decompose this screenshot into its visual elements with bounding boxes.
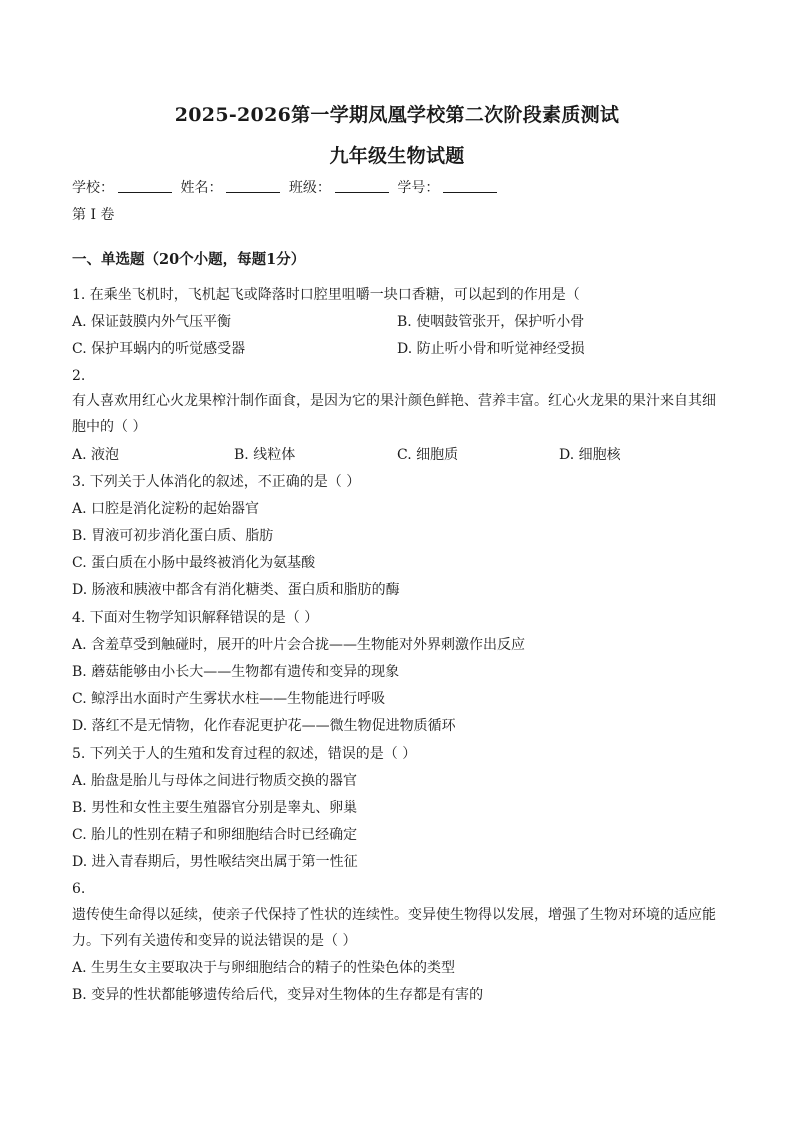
class-blank[interactable] <box>335 178 389 193</box>
section-heading: 一、单选题（20个小题，每题1分） <box>72 251 306 268</box>
question-6-option-a: A. 生男生女主要取决于与卵细胞结合的精子的性染色体的类型 <box>72 960 456 976</box>
question-4-option-a: A. 含羞草受到触碰时，展开的叶片会合拢——生物能对外界刺激作出反应 <box>72 637 526 653</box>
question-6-stem-line2: 力。下列有关遗传和变异的说法错误的是（ ） <box>72 933 357 949</box>
school-label: 学校： <box>72 180 114 196</box>
question-3-option-c: C. 蛋白质在小肠中最终被消化为氨基酸 <box>72 555 316 571</box>
question-1-option-a: A. 保证鼓膜内外气压平衡 <box>72 314 232 330</box>
question-6-option-b: B. 变异的性状都能够遗传给后代，变异对生物体的生存都是有害的 <box>72 987 484 1003</box>
question-4-option-c: C. 鲸浮出水面时产生雾状水柱——生物能进行呼吸 <box>72 691 386 707</box>
question-2-number: 2. <box>72 368 86 384</box>
question-5-option-a: A. 胎盘是胎儿与母体之间进行物质交换的器官 <box>72 773 358 789</box>
question-6-number: 6. <box>72 881 86 897</box>
class-label: 班级： <box>288 180 331 196</box>
question-5-option-b: B. 男性和女性主要生殖器官分别是睾丸、卵巢 <box>72 800 358 816</box>
exam-subtitle: 九年级生物试题 <box>329 145 465 167</box>
school-blank[interactable] <box>118 178 172 193</box>
question-2-stem-line2: 胞中的（ ） <box>72 419 147 435</box>
question-3-option-d: D. 肠液和胰液中都含有消化糖类、蛋白质和脂肪的酶 <box>72 582 400 598</box>
exam-title: 2025-2026第一学期凤凰学校第二次阶段素质测试 <box>174 104 620 126</box>
question-2-option-b: B. 线粒体 <box>234 447 296 463</box>
question-5-option-d: D. 进入青春期后，男性喉结突出属于第一性征 <box>72 854 358 870</box>
question-5-stem: 5. 下列关于人的生殖和发育过程的叙述，错误的是（ ） <box>72 746 417 762</box>
question-4-option-b: B. 蘑菇能够由小长大——生物都有遗传和变异的现象 <box>72 664 400 680</box>
question-3-option-b: B. 胃液可初步消化蛋白质、脂肪 <box>72 528 274 544</box>
student-no-label: 学号： <box>397 180 440 196</box>
question-2-option-c: C. 细胞质 <box>397 447 459 463</box>
question-1-option-b: B. 使咽鼓管张开，保护听小骨 <box>397 314 585 330</box>
question-1-option-d: D. 防止听小骨和听觉神经受损 <box>397 341 585 357</box>
question-3-option-a: A. 口腔是消化淀粉的起始器官 <box>72 501 260 517</box>
question-6-stem-line1: 遗传使生命得以延续，使亲子代保持了性状的连续性。变异使生物得以发展，增强了生物对环境的适应能 <box>72 907 716 923</box>
question-3-stem: 3. 下列关于人体消化的叙述，不正确的是（ ） <box>72 474 361 490</box>
question-1-stem: 1. 在乘坐飞机时，飞机起飞或降落时口腔里咀嚼一块口香糖，可以起到的作用是（ <box>72 287 580 303</box>
question-4-stem: 4. 下面对生物学知识解释错误的是（ ） <box>72 610 319 626</box>
question-4-option-d: D. 落红不是无情物，化作春泥更护花——微生物促进物质循环 <box>72 718 456 734</box>
question-2-option-a: A. 液泡 <box>72 447 120 463</box>
name-label: 姓名： <box>180 180 223 196</box>
question-2-stem-line1: 有人喜欢用红心火龙果榨汁制作面食，是因为它的果汁颜色鲜艳、营养丰富。红心火龙果的果汁来自其细 <box>72 393 716 409</box>
name-blank[interactable] <box>226 178 280 193</box>
question-2-option-d: D. 细胞核 <box>559 447 621 463</box>
question-5-option-c: C. 胎儿的性别在精子和卵细胞结合时已经确定 <box>72 827 358 843</box>
volume-label: 第 I 卷 <box>72 207 115 223</box>
student-no-blank[interactable] <box>443 178 497 193</box>
student-info-row <box>72 178 724 198</box>
question-1-option-c: C. 保护耳蜗内的听觉感受器 <box>72 341 246 357</box>
